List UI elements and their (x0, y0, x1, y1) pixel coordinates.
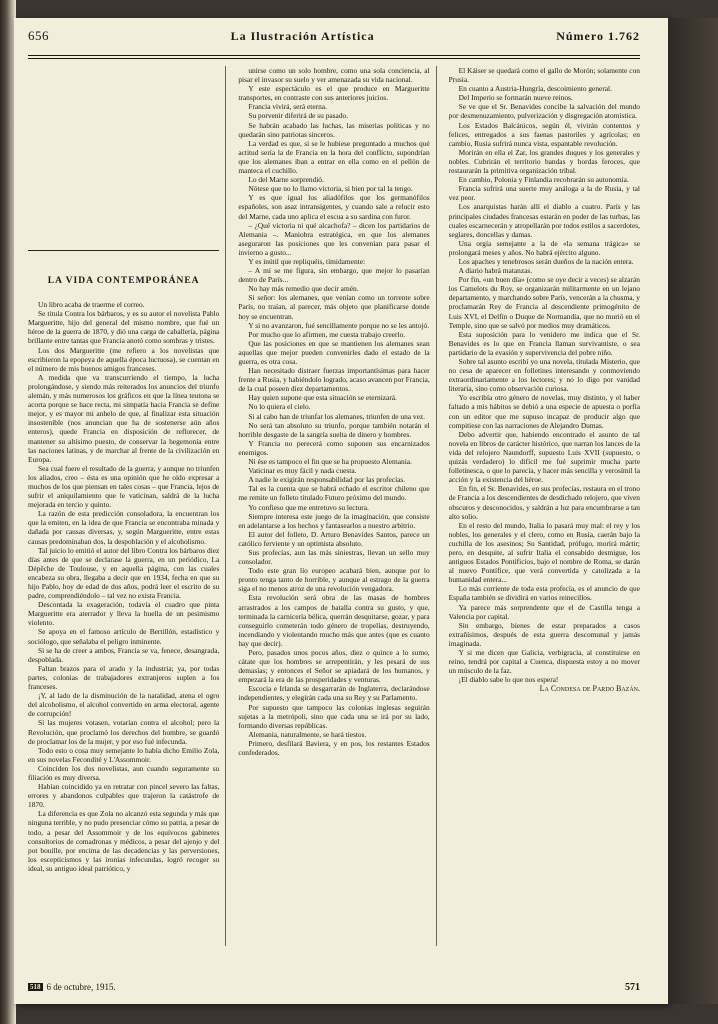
paragraph: Primero, desfilará Baviera, y en pos, los restantes Estados confederados. (238, 738, 430, 758)
paragraph: En el resto del mundo, Italia lo pasará muy mal: el rey y los nobles, los generales y el clero, como en Rusia, caerán bajo la cuchilla de los asesinos; Su Santidad, prófugo, morirá mártir; pero, en desquite, al sufrir Italia el consabido desmigue, los antiguos Estados Pontificios, bajo el nombre de Roma, se darán al nuevo Pontífice, que verá convertida y catolizada a la humanidad entera... (448, 520, 640, 585)
paragraph: Si señor: los alemanes, que venían como un torrente sobre París, no traían, al parecer, más objeto que planificarse donde hoy se encuentran. (238, 293, 430, 321)
paragraph: Sin embargo, bienes de estar preparados a casos extrañísimos, después de esta guerra descomunal y jamás imaginada. (448, 620, 640, 648)
footer-folio: 571 (625, 981, 640, 993)
paragraph: Los anarquistas harán allí el diablo a cuatro. París y las principales ciudades francesas estarán en poder de las turbas, las cuales escarnecerán y atropellarán por todos estilos a sacerdotes, seglares, doncellas y damas. (448, 202, 640, 239)
paragraph: Los Estados Balcánicos, según él, vivirán contentos y felices, entregados a sus faenas pastoriles y agrícolas; en cambio, Rusia sufrirá nunca vista, espantable revolución. (448, 120, 640, 148)
paragraph: Sobre tal asunto escribí yo una novela, titulada Misterio, que no cesa de aparecer en folletines interesando y conmoviendo extraordinariamente a los lectores; y no lo digo por vanidad literaria, sino como observación curiosa. (448, 357, 640, 394)
paragraph: – A mí se me figura, sin embargo, que mejor lo pasarían dentro de París... (238, 266, 430, 285)
paragraph: Y es inútil que repliquéis, tímidamente: (248, 256, 366, 266)
paragraph: Francia sufrirá una suerte muy análoga a la de Rusia, y tal vez peor. (448, 184, 640, 203)
paragraph: Una orgía semejante a la de «la semana trágica» se prolongará meses y años. No habrá ejército alguno. (448, 238, 640, 257)
paragraph: Se habrán acabado las luchas, las miserias políticas y no quedarán sino patriotas sinceros. (238, 120, 430, 139)
paragraph: Del Imperio se formarán nueve reinos. (458, 93, 573, 103)
paragraph: En cuanto a Austria-Hungría, descoimiento general. (458, 84, 612, 94)
paragraph: ¡Y, al lado de la disminución de la natalidad, atena el ogro del alcoholismo, el alcohol convertido en arma electoral, agente de corrupción! (28, 691, 220, 719)
paragraph: Morirán en ella el Zar, los grandes duques y los generales y nobles. Cubrirán el territorio bandas y hordas feroces, que restaurarán la primitiva organización tribal. (448, 147, 640, 176)
section-rule (28, 250, 219, 251)
paragraph: Su porvenir diferirá de su pasado. (248, 111, 349, 121)
header-rule-double (28, 58, 640, 59)
paragraph: Han necesitado distraer fuerzas importantísimas para hacer frente a Rusia, y habiéndolo logrado, acaso avancen por Francia, de la cual poseen diez departamentos. (238, 366, 430, 394)
paragraph: Por supuesto que tampoco las colonias inglesas seguirán sujetas a la metrópoli, sino que cada una se irá por su lado, formando diversas repúblicas. (238, 702, 430, 730)
paragraph: No será tan absoluto su triunfo, porque también notarán el horrible desgaste de la sangría suelta de dinero y hombres. (238, 420, 430, 439)
paragraph: Por mucho que lo afirmen, me cuesta trabajo creerlo. (248, 329, 406, 339)
paragraph: Se apoya en el famoso artículo de Bertillón, estadístico y sociólogo, que señalaba el peligro inminente. (28, 627, 220, 646)
header-issue-number: Número 1.762 (556, 29, 640, 43)
footer-date: 6 de octubre, 1915. (46, 982, 116, 992)
paragraph: Debo advertir que, habiendo encontrado el asunto de tal novela en libros de carácter histórico, que narran los lances de la vida del relojero Naundorff, supuesto Luis XVII (supuesto, o quizás verdadero) lo difícil me fué suprimir mucha parte folletinesca, o que lo parecía, y hacer más sencilla y verosímil la acción y la existencia del héroe. (448, 429, 640, 485)
paragraph: El autor del folleto, D. Arturo Benavides Santos, parece un católico ferviente y un optimista absoluto. (238, 529, 430, 548)
text-columns (28, 66, 640, 946)
paragraph: El Káiser se quedará como el gallo de Morón; solamente con Prusia. (448, 66, 640, 85)
paragraph: Hay quien supone que esta situación se eternizará. (248, 393, 397, 403)
paragraph: Faltan brazos para el arado y la industria; ya, por todas partes, colonias de trabajadores extranjeros suplen a los franceses. (28, 663, 220, 692)
section-title: LA VIDA CONTEMPORÁNEA (47, 276, 200, 286)
paragraph: Y Francia no perecerá como suponen sus encarnizados enemigos. (238, 438, 430, 457)
paragraph: Y es que igual los aliadófilos que los germanófilos españoles, son asaz intransigentes, y cuando sale a relucir esto del Marne, cada uno aplica el escua a su sardina con furor. (238, 193, 430, 221)
paragraph: Alemania, naturalmente, se hará tiestos. (248, 729, 367, 739)
paragraph: Ya parece más sorprendente que el de Castilla tenga a Valencia por capital. (448, 602, 640, 621)
column-2 (238, 66, 436, 946)
paragraph: Yo confieso que me entretuvo su lectura. (248, 502, 369, 512)
paragraph: Que las posiciones en que se mantienen los alemanes sean aquellas que mejor pueden convenirles dado el estado de la guerra, es otra cosa. (238, 338, 430, 366)
footer-stamp: 518 (30, 983, 41, 991)
paragraph: Se ve que el Sr. Benavides concibe la salvación del mundo por desmenuzamiento, pulverización y disgregación atomística. (448, 102, 640, 121)
paragraph: Esta revolución será obra de las masas de hombres arrastrados a los campos de batalla contra su gusto, y que, terminada la carnicería bélica, querrán desquitarse, gozar, y para conseguirlo cometerán todo género de tropelías, destruyendo, incendiando y violentando mucho más que antes (que es cuanto hay que decir). (238, 593, 430, 648)
page-header (28, 28, 640, 52)
paragraph: Un libro acaba de traerme el correo. (38, 300, 145, 310)
paragraph: Sus profecías, aun las más siniestras, llevan un sello muy consolador. (238, 547, 430, 567)
paragraph: En cambio, Polonia y Finlandia recobrarán su autonomía. (458, 175, 629, 185)
paragraph: – ¿Qué victoria ni qué alcachofa? – dicen los partidarios de Alemania –. Maniobra estratégica, en que los alemanes aseguraron las posiciones que les convenían para pasar el invierno a gusto... (238, 220, 430, 257)
paragraph: Si al cabo han de triunfar los alemanes, triunfen de una vez. (248, 411, 426, 421)
paragraph: Y si me dicen que Galicia, verbigracia, al constituirse en reino, tendrá por capital a Cuenca, dispuesta estoy a no mover un músculo de la faz. (448, 648, 640, 676)
author-signature: La Condesa de Pardo Bazán. (539, 684, 640, 694)
paragraph: Descontada la exageración, todavía el cuadro que pinta Margueritte era aterrador y lleva la huella de un pesimismo violento. (28, 600, 220, 628)
paragraph: Se titula Contra los bárbaros, y es su autor el novelista Pablo Margueritte, hijo del general del mismo nombre, que fué un héroe de la guerra de 1870, y dió una carga de caballería, página brillante entre tantas que Francia anotó como sombras y tristes. (28, 309, 220, 346)
paragraph: La verdad es que, si se le hubiese preguntado a muchos qué actitud sería la de Francia en la hora del conflicto, supondrían que los alemanes iban a entrar en ella como en el pellón de manteca el cuchillo. (238, 138, 430, 176)
paragraph: Y este espectáculo es el que produce en Margueritte transportes, en contraste con sus anteriores juicios. (238, 84, 430, 103)
paragraph: Los apaches y tenebrosos serán dueños de la nación entera. (458, 256, 634, 266)
paragraph: Vaticinar es muy fácil y nada cuesta. (248, 466, 357, 476)
header-magazine-title: La Ilustración Artística (230, 29, 375, 43)
paragraph: ¡El diablo sabe lo que nos espera! (458, 675, 559, 685)
paragraph: Si las mujeres votasen, votarían contra el alcohol; pero la Revolución, que proclamó los derechos del hombre, se guardó de proclamar los de la mujer, y por eso fué infecunda. (28, 718, 220, 746)
footer-left (28, 982, 116, 992)
paragraph: Habían coincidido ya en retratar con pincel severo las faltas, errores y abandonos culpables que trajeron la catástrofe de 1870. (28, 782, 220, 810)
paragraph: Pero, pasados unos pocos años, diez o quince a lo sumo, cátate que los hombres se arrepentirán, y les pesará de sus demasías; y entonces el Señor se apiadará de los humanos, y empezará la era de las prosperidades y venturas. (238, 648, 430, 685)
paragraph: Francia vivirá, será eterna. (248, 102, 327, 112)
paragraph: Todo esto o cosa muy semejante lo había dicho Emilio Zola, en sus novelas Fecondité y L'Assommoir. (28, 745, 220, 764)
column-1 (28, 66, 226, 946)
paragraph: Tal juicio lo emitió el autor del libro Contra los bárbaros diez días antes de que se declarase la guerra, en un periódico, La Dépêche de Toulouse, y en aquella página, con las cuales encabeza su obra, llegaba a decir que en 1934, fecha en que su hijo Pablo, hoy de edad de dos años, podrá leer el escrito de su padre, comprendiéndolo – tal vez no exista Francia. (28, 545, 220, 601)
paragraph: Tal es la cuenta que se habrá echado el escritor chileno que me remite un folleto titulado Futuro próximo del mundo. (238, 484, 430, 503)
paragraph: Los dos Margueritte (me refiero a los novelistas que escribieron la epopeya de aquella época luctuosa), se cuentan en el número de mis buenos amigos franceses. (28, 345, 220, 373)
paragraph: No lo quiera el cielo. (248, 402, 311, 412)
paragraph: En fin, el Sr. Benavides, en sus profecías, restaura en el trono de Francia a los descendientes de desdichado relojero, que viven obscuros y desconocidos, y saldrán a luz para encumbrarse a tan alto solio. (448, 484, 640, 521)
header-rule (28, 55, 640, 56)
paragraph: Coinciden los dos novelistas, aun cuando seguramente su filiación es muy diversa. (28, 763, 220, 782)
page-footer (28, 978, 640, 996)
column-3 (449, 66, 640, 946)
paragraph: Y si no avanzaron, fué sencillamente porque no se les antojó. (248, 320, 430, 330)
paragraph: Lo del Marne sorprendió. (248, 175, 324, 185)
paragraph: Nótese que no lo llamo victoria, si bien por tal la tengo. (248, 184, 413, 194)
paragraph: Sea cual fuere el resultado de la guerra, y aunque no triunfen los aliados, creo – ésta es una opinión que he oído expresar a muchos de los que piensan en tales cosas – que Francia, lejos de sufrir el aniquilamiento que le vaticinan, saldrá de la lucha mejorada en tercio y quinto. (28, 463, 220, 510)
paragraph: Siempre interesa este juego de la imaginación, que consiste en adelantarse a los hechos y fantasearlos a nuestro arbitrio. (238, 511, 430, 530)
paragraph: Si se ha de creer a ambos, Francia se va, fenece, desangrada, despoblada. (28, 645, 220, 664)
paragraph: Por fin, «un buen día» (como se oye decir a veces) se alzarán los Camelots du Roy, se organizarán militarmente en un lejano departamento, y marchando sobre París, vencerán a la chusma, y proclamarán Rey de Francia al descendiente primogénito de Luis XVI, el Delfín o Duque de Normandía, que no murió en el Temple, sino que se salvó por medios muy dramáticos. (448, 275, 640, 330)
header-page-number: 656 (28, 28, 49, 43)
paragraph: A medida que va transcurriendo el tiempo, la lucha prolongándose, y siendo más reiterados los anuncios del triunfo alemán, y más numerosos los gráficos en que la línea teutona se acorta porque se hace recta, mi simpatía hacia Francia se define mejor, y es mayor mi anhelo de que, al finalizar esta situación insostenible (nos anuncian que ha de sostenerse aún años enteros), quede Francia en disposición de reflorecer, de mantener su altísimo puesto, de conservar la hegemonía entre las naciones latinas, y de marchar al frente de la civilización en Europa. (28, 372, 220, 464)
paragraph: Ni ése es tampoco el fin que se ha propuesto Alemania. (248, 457, 412, 467)
paragraph: unirse como un solo hombre, como una sola conciencia, al pisar el invasor su suelo y ver amenazada su vida nacional. (238, 66, 430, 85)
paragraph: Todo este gran lío europeo acabará bien, aunque por lo pronto tenga tanto de horrible, y aunque al estrago de la guerra siga el no menos atroz de una revolución vengadora. (238, 566, 430, 594)
paragraph: Yo escribía otro género de novelas, muy distinto, y el haber faltado a mis hábitos se debió a una especie de apuesta o porfía con un editor que me supuso incapaz de producir algo que compitiese con las narraciones de Alejandro Dumas. (448, 393, 640, 430)
paragraph: La razón de esta predicción consoladora, la encuentran los que la emiten, en la idea de que Francia se encontraba minada y dañada por causas diversas, y, según Margueritte, entre estas causas predominaban dos, la despoblación y el alcoholismo. (28, 509, 220, 546)
paragraph: La diferencia es que Zola no alcanzó esta segunda y más que ninguna terrible, y no pudo presenciar cómo su patria, a pesar de todo, a pesar del Assommoir y de los equívocos gabinetes consultorios de comadronas y médicos, a pesar del ajenjo y del pot bouille, por encima de las decadencias y las perversiones, los escepticismos y las ironías infecundas, logró recoger su ideal, su antiguo ideal patriótico, y (28, 809, 220, 873)
paragraph: Esta suposición para lo venidero me indica que el Sr. Benavides es lo que en Francia llaman survivantiste, o sea partidario de la evasión y supervivencia del pobre niño. (448, 329, 640, 357)
paragraph: Lo más corriente de toda esta profecía, es el anuncio de que España también se dividirá en varios reinecillos. (448, 584, 640, 603)
page-edge-shadow (668, 18, 718, 1004)
paragraph: No hay más remedio que decir amén. (248, 284, 359, 294)
paragraph: A nadie le exigirán responsabilidad por las profecías. (248, 475, 406, 485)
paragraph: Escocia e Irlanda se desgarrarán de Inglaterra, declarándose independientes, y elegirán cada una su Rey y su Parlamento. (238, 684, 430, 703)
paragraph: A diario habrá matanzas. (458, 266, 533, 276)
